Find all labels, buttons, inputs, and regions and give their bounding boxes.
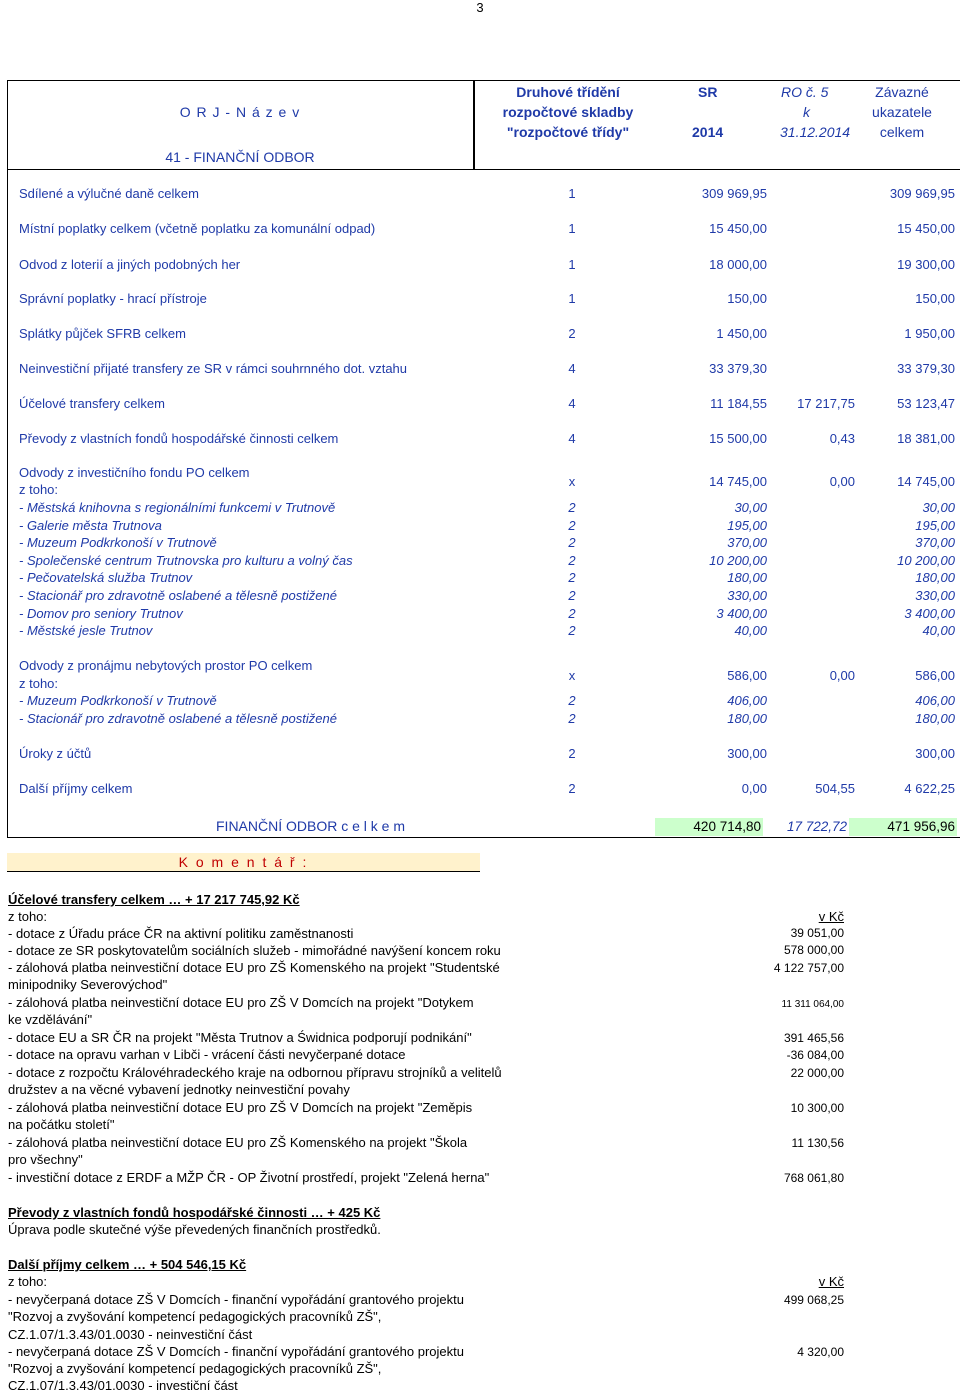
- header-ro-3: 31.12.2014: [780, 124, 851, 140]
- item-class: 2: [568, 711, 576, 726]
- table-row: [7, 622, 959, 639]
- item-class: 2: [568, 570, 576, 585]
- item-name: - Stacionář pro zdravotně oslabené a tělesně postižené: [19, 711, 337, 726]
- total-zav: 471 956,96: [849, 818, 957, 836]
- dalsi-item-text-2: "Rozvoj a zvyšování kompetencí pedagogických pracovníků ZŠ",: [8, 1309, 382, 1324]
- row-class: 1: [568, 186, 576, 201]
- row-zav: 4 622,25: [904, 781, 955, 796]
- ucel-ztoho: z toho:: [8, 909, 48, 924]
- item-name: - Domov pro seniory Trutnov: [19, 606, 183, 621]
- item-zav: 406,00: [915, 693, 955, 708]
- total-label: FINANČNÍ ODBOR c e l k e m: [216, 818, 406, 834]
- item-sr: 10 200,00: [709, 553, 767, 568]
- ucel-item-value: 768 061,80: [783, 1171, 844, 1185]
- ucel-item-text-2: ke vzdělávání": [8, 1012, 93, 1027]
- row-zav: 33 379,30: [897, 361, 955, 376]
- table-row: [7, 534, 959, 551]
- header-druhove-2: rozpočtové skladby: [502, 104, 634, 120]
- row-name: Další příjmy celkem: [19, 781, 133, 796]
- header-druhove-3: "rozpočtové třídy": [506, 124, 630, 140]
- row-class: 1: [568, 221, 576, 236]
- dalsi-item-value: 4 320,00: [797, 1345, 844, 1359]
- item-name: - Městská knihovna s regionálními funkcemi v Trutnově: [19, 500, 336, 515]
- table-row: [7, 710, 959, 727]
- row-zav: 150,00: [915, 291, 955, 306]
- page-number: [0, 0, 960, 15]
- ucel-title: Účelové transfery celkem … + 17 217 745,92 Kč: [8, 892, 300, 907]
- odvody-pron-class: x: [568, 668, 576, 683]
- ucel-item-value: 10 300,00: [790, 1101, 844, 1115]
- row-zav: 300,00: [915, 746, 955, 761]
- row-zav: 53 123,47: [897, 396, 955, 411]
- row-sr: 150,00: [727, 291, 767, 306]
- ucel-item-value: -36 084,00: [786, 1048, 844, 1062]
- row-sr: 15 500,00: [709, 431, 767, 446]
- item-class: 2: [568, 606, 576, 621]
- row-sr: 18 000,00: [709, 257, 767, 272]
- row-sr: 11 184,55: [710, 396, 767, 411]
- table-row: [7, 185, 959, 202]
- row-sr: 1 450,00: [716, 326, 767, 341]
- row-name: Odvod z loterií a jiných podobných her: [19, 257, 241, 272]
- row-sr: 300,00: [727, 746, 767, 761]
- item-sr: 180,00: [727, 570, 767, 585]
- table-row: [7, 745, 959, 762]
- item-name: - Galerie města Trutnova: [19, 518, 162, 533]
- row-class: 1: [568, 291, 576, 306]
- dalsi-ztoho: z toho:: [8, 1274, 48, 1289]
- row-ro: 0,43: [829, 431, 855, 446]
- item-sr: 40,00: [734, 623, 767, 638]
- table-row: [7, 587, 959, 604]
- row-class: 2: [568, 326, 576, 341]
- ucel-item-value: 578 000,00: [783, 943, 844, 957]
- item-name: - Pečovatelská služba Trutnov: [19, 570, 193, 585]
- header-ro-2: k: [803, 104, 810, 120]
- row-zav: 309 969,95: [889, 186, 955, 201]
- row-class: 4: [568, 431, 576, 446]
- odvody-inv-class: x: [568, 474, 576, 489]
- header-zav-2: ukazatele: [872, 104, 932, 120]
- row-name: Převody z vlastních fondů hospodářské činnosti celkem: [19, 431, 339, 446]
- odvody-pron-ro: 0,00: [829, 668, 855, 683]
- item-zav: 10 200,00: [897, 553, 955, 568]
- dalsi-item-text: - nevyčerpaná dotace ZŠ V Domcích - finanční vypořádání grantového projektu: [8, 1292, 464, 1307]
- odvody-pron-sum-row: [7, 668, 959, 692]
- row-class: 1: [568, 257, 576, 272]
- odvody-pron-title: Odvody z pronájmu nebytových prostor PO celkem: [19, 658, 313, 673]
- row-sr: 0,00: [741, 781, 767, 796]
- prevody-title: Převody z vlastních fondů hospodářské činnosti … + 425 Kč: [8, 1205, 381, 1220]
- dalsi-item-text-3: CZ.1.07/1.3.43/01.0030 - neinvestiční část: [8, 1327, 253, 1342]
- komentar-label: K o m e n t á ř :: [7, 853, 480, 872]
- odvody-inv-sum-row: [7, 474, 959, 498]
- table-row: [7, 517, 959, 534]
- ucel-item-text-2: pro všechny": [8, 1152, 83, 1167]
- item-zav: 370,00: [915, 535, 955, 550]
- odvody-pron-zav: 586,00: [915, 668, 955, 683]
- row-name: Neinvestiční přijaté transfery ze SR v rámci souhrnného dot. vztahu: [19, 361, 408, 376]
- header-dept: 41 - FINANČNÍ ODBOR: [165, 149, 315, 165]
- row-sr: 33 379,30: [709, 361, 767, 376]
- item-class: 2: [568, 588, 576, 603]
- ucel-item-value: 39 051,00: [790, 926, 844, 940]
- item-class: 2: [568, 553, 576, 568]
- ucel-item-text: - dotace na opravu varhan v Libči - vrácení části nevyčerpané dotace: [8, 1047, 406, 1062]
- table-row: [7, 220, 959, 237]
- item-sr: 3 400,00: [716, 606, 767, 621]
- table-row: [7, 256, 959, 273]
- table-row: [7, 360, 959, 377]
- item-zav: 330,00: [915, 588, 955, 603]
- item-sr: 330,00: [727, 588, 767, 603]
- total-ro: 17 722,72: [786, 819, 847, 834]
- header-ro-1: RO č. 5: [781, 84, 829, 100]
- ucel-item-text: - zálohová platba neinvestiční dotace EU pro ZŠ V Domcích na projekt "Zeměpis: [8, 1100, 473, 1115]
- dalsi-item-value: 499 068,25: [783, 1293, 844, 1307]
- odvody-inv-ro: 0,00: [829, 474, 855, 489]
- header-zav-3: celkem: [879, 124, 925, 140]
- row-name: Místní poplatky celkem (včetně poplatku za komunální odpad): [19, 221, 376, 236]
- item-sr: 370,00: [727, 535, 767, 550]
- ucel-item-text: - dotace z Úřadu práce ČR na aktivní politiku zaměstnanosti: [8, 926, 354, 941]
- table-row: [7, 290, 959, 307]
- prevody-text: Úprava podle skutečné výše převedených finančních prostředků.: [8, 1222, 381, 1237]
- dalsi-unit: v Kč: [818, 1274, 844, 1289]
- ucel-item-text-2: na počátku století": [8, 1117, 115, 1132]
- item-sr: 195,00: [727, 518, 767, 533]
- ucel-item-text: - zálohová platba neinvestiční dotace EU pro ZŠ V Domcích na projekt "Dotykem: [8, 995, 474, 1010]
- ucel-item-value: 11 311 064,00: [781, 999, 844, 1010]
- ucel-item-text-2: minipodniky Severovýchod": [8, 977, 168, 992]
- item-name: - Společenské centrum Trutnovska pro kulturu a volný čas: [19, 553, 353, 568]
- table-row: [7, 395, 959, 412]
- row-sr: 309 969,95: [701, 186, 767, 201]
- odvody-inv-ztoho: z toho:: [19, 482, 59, 497]
- dalsi-item-text-2: "Rozvoj a zvyšování kompetencí pedagogických pracovníků ZŠ",: [8, 1361, 382, 1376]
- row-zav: 18 381,00: [897, 431, 955, 446]
- item-zav: 180,00: [915, 570, 955, 585]
- table-row: [7, 430, 959, 447]
- dalsi-item-text-3: CZ.1.07/1.3.43/01.0030 - investiční část: [8, 1378, 238, 1393]
- item-class: 2: [568, 518, 576, 533]
- row-zav: 1 950,00: [904, 326, 955, 341]
- ucel-item-text: - dotace z rozpočtu Královéhradeckého kraje na odbornou přípravu strojníků a velitelů: [8, 1065, 502, 1080]
- ucel-item-text: - zálohová platba neinvestiční dotace EU pro ZŠ Komenského na projekt "Škola: [8, 1135, 468, 1150]
- row-class: 2: [568, 781, 576, 796]
- table-row: [7, 569, 959, 586]
- table-row: [7, 692, 959, 709]
- ucel-item-value: 391 465,56: [783, 1031, 844, 1045]
- total-sr: 420 714,80: [655, 818, 763, 836]
- row-name: Správní poplatky - hrací přístroje: [19, 291, 207, 306]
- odvody-inv-zav: 14 745,00: [897, 474, 955, 489]
- header-name-col: O R J - N á z e v: [179, 104, 301, 120]
- ucel-unit: v Kč: [818, 909, 844, 924]
- item-name: - Stacionář pro zdravotně oslabené a tělesně postižené: [19, 588, 337, 603]
- odvody-inv-sr: 14 745,00: [709, 474, 767, 489]
- item-sr: 30,00: [734, 500, 767, 515]
- ucel-item-value: 11 130,56: [791, 1136, 844, 1150]
- table-row: [7, 552, 959, 569]
- ucel-item-text: - dotace EU a SR ČR na projekt "Města Trutnov a Świdnica podporují podnikání": [8, 1030, 472, 1045]
- item-class: 2: [568, 623, 576, 638]
- header-druhove-1: Druhové třídění: [516, 84, 620, 100]
- ucel-item-text: - investiční dotace z ERDF a MŽP ČR - OP Životní prostředí, projekt "Zelená herna": [8, 1170, 490, 1185]
- odvody-inv-title: Odvody z investičního fondu PO celkem: [19, 465, 250, 480]
- row-name: Účelové transfery celkem: [19, 396, 165, 411]
- item-zav: 195,00: [915, 518, 955, 533]
- row-zav: 15 450,00: [897, 221, 955, 236]
- item-sr: 406,00: [727, 693, 767, 708]
- odvody-pron-sr: 586,00: [727, 668, 767, 683]
- item-name: - Městské jesle Trutnov: [19, 623, 153, 638]
- table-row: [7, 605, 959, 622]
- page-number-text: 3: [476, 0, 484, 15]
- header-sr-2: 2014: [692, 124, 724, 140]
- row-class: 4: [568, 396, 576, 411]
- dalsi-item-text: - nevyčerpaná dotace ZŠ V Domcích - finanční vypořádání grantového projektu: [8, 1344, 464, 1359]
- row-class: 4: [568, 361, 576, 376]
- item-name: - Muzeum Podkrkonoší v Trutnově: [19, 535, 217, 550]
- item-class: 2: [568, 500, 576, 515]
- table-row: [7, 325, 959, 342]
- row-ro: 17 217,75: [797, 396, 855, 411]
- table-row: [7, 780, 959, 797]
- item-zav: 40,00: [922, 623, 955, 638]
- row-sr: 15 450,00: [709, 221, 767, 236]
- item-zav: 30,00: [922, 500, 955, 515]
- item-class: 2: [568, 535, 576, 550]
- row-name: Sdílené a výlučné daně celkem: [19, 186, 199, 201]
- item-class: 2: [568, 693, 576, 708]
- ucel-item-text-2: družstev a na věcné vybavení jednotky neinvestiční povahy: [8, 1082, 350, 1097]
- item-zav: 180,00: [915, 711, 955, 726]
- dalsi-title: Další příjmy celkem … + 504 546,15 Kč: [8, 1257, 247, 1272]
- header-zav-1: Závazné: [875, 84, 929, 100]
- ucel-item-value: 22 000,00: [790, 1066, 844, 1080]
- item-name: - Muzeum Podkrkonoší v Trutnově: [19, 693, 217, 708]
- row-class: 2: [568, 746, 576, 761]
- ucel-item-text: - zálohová platba neinvestiční dotace EU pro ZŠ Komenského na projekt "Studentské: [8, 960, 500, 975]
- ucel-item-text: - dotace ze SR poskytovatelům sociálních služeb - mimořádné navýšení koncem roku: [8, 943, 501, 958]
- ucel-item-value: 4 122 757,00: [773, 961, 844, 975]
- table-row: [7, 499, 959, 516]
- item-sr: 180,00: [727, 711, 767, 726]
- row-zav: 19 300,00: [897, 257, 955, 272]
- header-sr-1: SR: [698, 84, 718, 100]
- row-ro: 504,55: [815, 781, 855, 796]
- item-zav: 3 400,00: [904, 606, 955, 621]
- row-name: Splátky půjček SFRB celkem: [19, 326, 186, 341]
- odvody-pron-ztoho: z toho:: [19, 676, 59, 691]
- row-name: Úroky z účtů: [19, 746, 92, 761]
